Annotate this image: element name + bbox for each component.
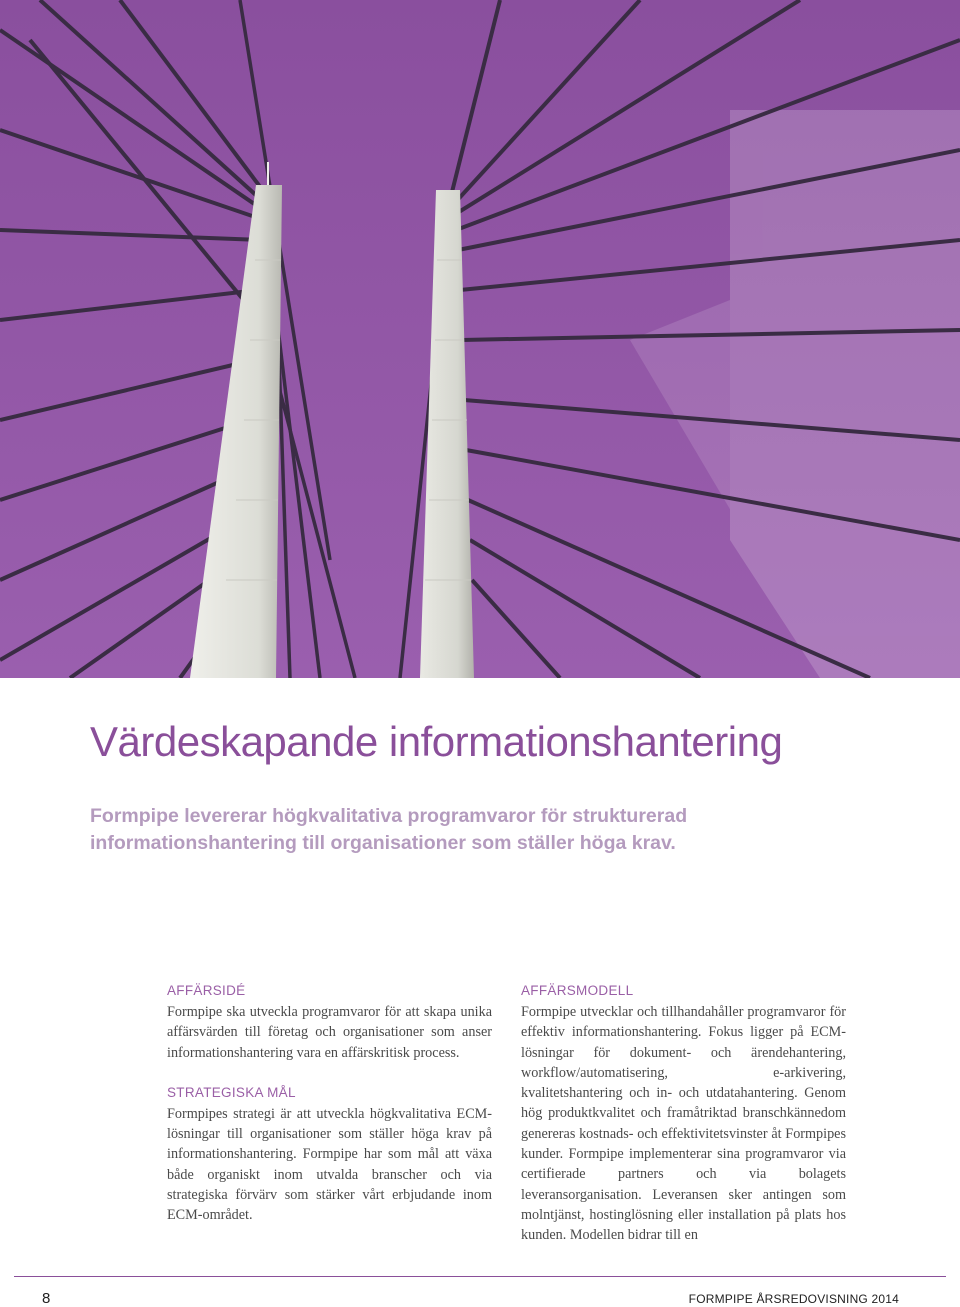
footer-label: FORMPIPE ÅRSREDOVISNING 2014 — [688, 1292, 899, 1306]
lead-paragraph: Formpipe levererar högkvalitativa programvaror för strukturerad informationshantering till organisationer som ställer höga krav. — [90, 805, 688, 854]
section-heading-affarside: AFFÄRSIDÉ — [167, 983, 246, 998]
page-number: 8 — [42, 1290, 51, 1307]
right-column — [521, 982, 846, 1246]
left-column — [167, 982, 492, 1226]
section-heading-affarsmodell: AFFÄRSMODELL — [521, 983, 634, 998]
footer-rule — [14, 1276, 946, 1277]
section-body-strategiska-mal: Formpipes strategi är att utveckla högkvalitativa ECM-lösningar till organisationer som ställer höga krav på informationshantering. Formpipe har som mål att växa både organiskt inom utvalda branscher och via strategiska förvärv som stärker vårt erbjudande inom ECM-området. — [167, 1105, 492, 1224]
section-body-affarsmodell: Formpipe utvecklar och tillhandahåller programvaror för effektiv informationshantering. Fokus ligger på ECM-lösningar för dokument- och ärendehantering, workflow/automatisering, e-arkivering, kvalitetshantering och in- och utdatahantering. Genom hög produktkvalitet och framåtriktad branschkännedom genereras kostnads- och effektivitetsvinster åt Formpipes kunder. Formpipe implementerar sina programvaror via certifierade partners och via bolagets leveransorganisation. Leveransen sker antingen som molntjänst, hostinglösning eller installation på plats hos kunden. Modellen bidrar till en — [521, 1004, 846, 1244]
section-body-affarside: Formpipe ska utveckla programvaror för att skapa unika affärsvärden till företag och organisationer som anser informationshantering vara en affärskritisk process. — [167, 1004, 492, 1061]
page-title: Värdeskapande informationshantering — [90, 718, 783, 765]
section-heading-strategiska-mal: STRATEGISKA MÅL — [167, 1084, 296, 1100]
